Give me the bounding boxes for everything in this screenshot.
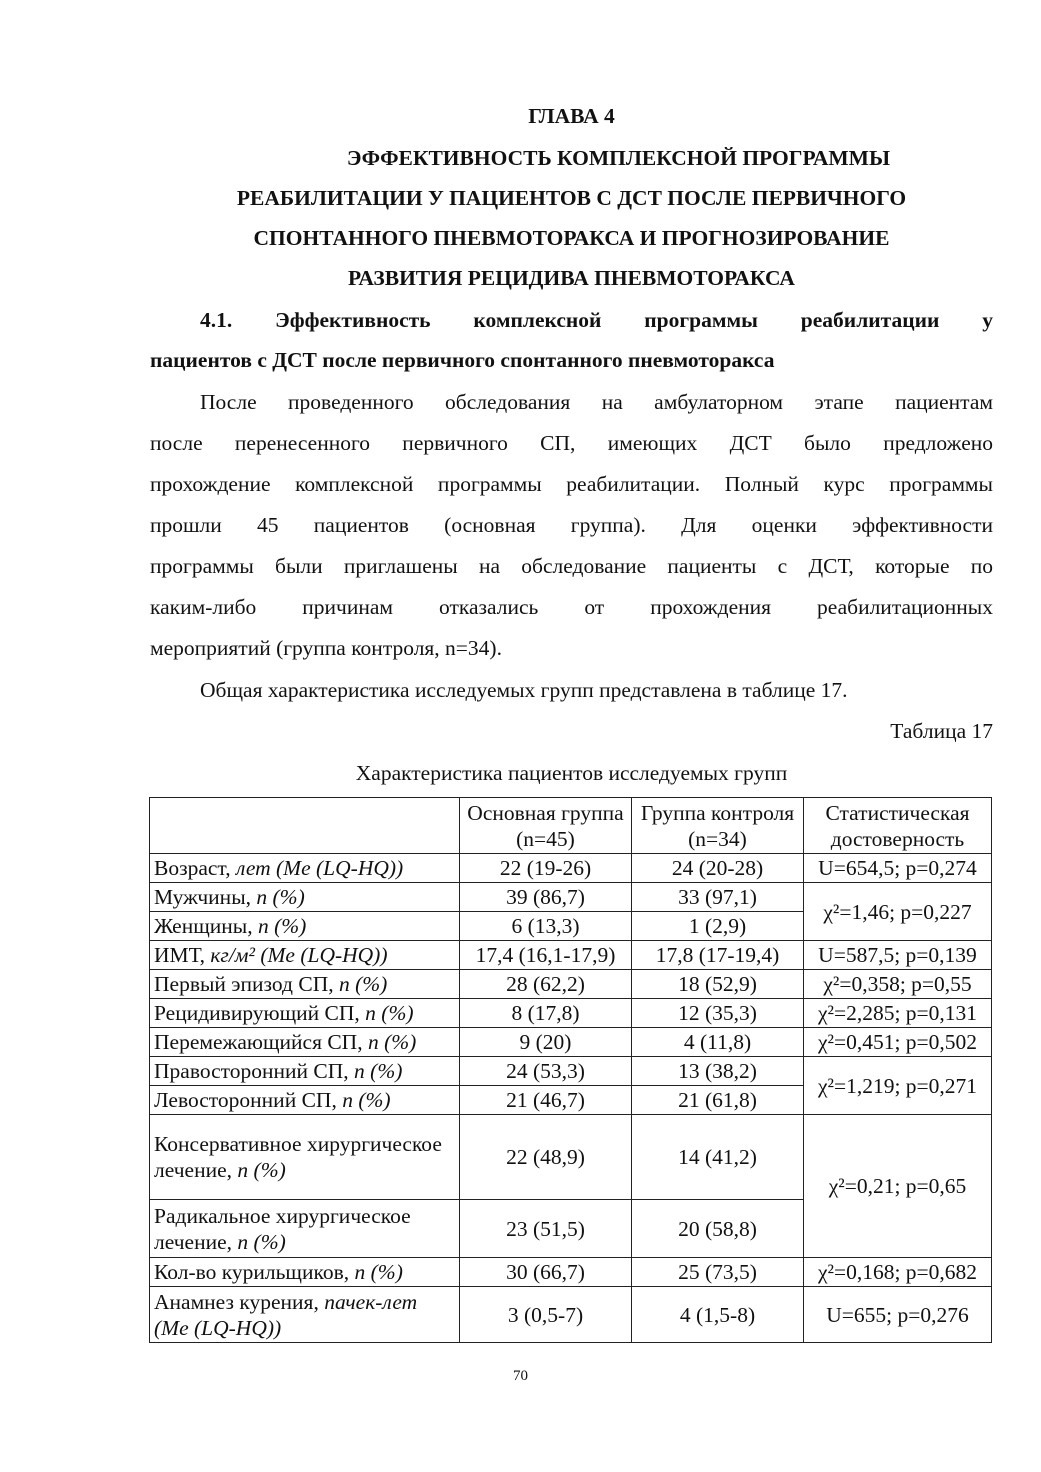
row-label: Анамнез курения, пачек-лет (Me (LQ-HQ)) bbox=[150, 1287, 460, 1343]
main-value: 22 (19-26) bbox=[460, 854, 632, 883]
patient-characteristics-table bbox=[149, 797, 992, 1343]
row-label: Правосторонний СП, n (%) bbox=[150, 1057, 460, 1086]
control-value: 14 (41,2) bbox=[632, 1115, 804, 1200]
subsection-heading-line1: 4.1. Эффективность комплексной программы реабилитации у bbox=[200, 308, 993, 332]
stat-value: χ²=1,219; p=0,271 bbox=[804, 1057, 992, 1115]
paragraph-line: прохождение комплексной программы реабилитации. Полный курс программы bbox=[150, 472, 993, 496]
main-value: 28 (62,2) bbox=[460, 970, 632, 999]
table-number: Таблица 17 bbox=[890, 719, 993, 743]
control-value: 12 (35,3) bbox=[632, 999, 804, 1028]
table-row bbox=[150, 941, 992, 970]
main-value: 6 (13,3) bbox=[460, 912, 632, 941]
row-label: Консервативное хирургическое лечение, n (%) bbox=[150, 1115, 460, 1200]
main-value: 8 (17,8) bbox=[460, 999, 632, 1028]
main-value: 30 (66,7) bbox=[460, 1258, 632, 1287]
header-control-group: Группа контроля (n=34) bbox=[632, 798, 804, 854]
table-row bbox=[150, 854, 992, 883]
table-row bbox=[150, 1115, 992, 1200]
main-value: 17,4 (16,1-17,9) bbox=[460, 941, 632, 970]
table-row bbox=[150, 1057, 992, 1086]
table-row bbox=[150, 999, 992, 1028]
main-value: 24 (53,3) bbox=[460, 1057, 632, 1086]
control-value: 21 (61,8) bbox=[632, 1086, 804, 1115]
stat-value: χ²=0,168; p=0,682 bbox=[804, 1258, 992, 1287]
table-row bbox=[150, 1287, 992, 1343]
stat-value: χ²=0,451; p=0,502 bbox=[804, 1028, 992, 1057]
control-value: 25 (73,5) bbox=[632, 1258, 804, 1287]
paragraph-line: После проведенного обследования на амбулаторном этапе пациентам bbox=[200, 390, 993, 414]
stat-value: U=655; p=0,276 bbox=[804, 1287, 992, 1343]
control-value: 24 (20-28) bbox=[632, 854, 804, 883]
row-label: ИМТ, кг/м² (Me (LQ-HQ)) bbox=[150, 941, 460, 970]
header-main-group: Основная группа (n=45) bbox=[460, 798, 632, 854]
control-value: 4 (1,5-8) bbox=[632, 1287, 804, 1343]
row-label: Возраст, лет (Me (LQ-HQ)) bbox=[150, 854, 460, 883]
header-significance: Статистическая достоверность bbox=[804, 798, 992, 854]
table-row bbox=[150, 883, 992, 912]
table-header-row bbox=[150, 798, 992, 854]
title-line: РАЗВИТИЯ РЕЦИДИВА ПНЕВМОТОРАКСА bbox=[348, 266, 795, 290]
title-line: ЭФФЕКТИВНОСТЬ КОМПЛЕКСНОЙ ПРОГРАММЫ bbox=[346, 146, 891, 170]
table-reference-paragraph: Общая характеристика исследуемых групп представлена в таблице 17. bbox=[200, 678, 848, 702]
main-value: 22 (48,9) bbox=[460, 1115, 632, 1200]
header-empty bbox=[150, 798, 460, 854]
paragraph-line: после перенесенного первичного СП, имеющих ДСТ было предложено bbox=[150, 431, 993, 455]
row-label: Левосторонний СП, n (%) bbox=[150, 1086, 460, 1115]
control-value: 4 (11,8) bbox=[632, 1028, 804, 1057]
paragraph-line: программы были приглашены на обследование пациенты с ДСТ, которые по bbox=[150, 554, 993, 578]
title-line: РЕАБИЛИТАЦИИ У ПАЦИЕНТОВ С ДСТ ПОСЛЕ ПЕРВИЧНОГО bbox=[236, 186, 907, 210]
stat-value: U=654,5; p=0,274 bbox=[804, 854, 992, 883]
main-value: 39 (86,7) bbox=[460, 883, 632, 912]
body-paragraph bbox=[150, 382, 993, 669]
stat-value: U=587,5; p=0,139 bbox=[804, 941, 992, 970]
stat-value: χ²=2,285; p=0,131 bbox=[804, 999, 992, 1028]
table-row bbox=[150, 970, 992, 999]
control-value: 33 (97,1) bbox=[632, 883, 804, 912]
title-line: СПОНТАННОГО ПНЕВМОТОРАКСА И ПРОГНОЗИРОВАНИЕ bbox=[253, 226, 890, 250]
row-label: Кол-во курильщиков, n (%) bbox=[150, 1258, 460, 1287]
main-value: 9 (20) bbox=[460, 1028, 632, 1057]
chapter-heading: ГЛАВА 4 bbox=[528, 104, 615, 128]
stat-value: χ²=0,21; p=0,65 bbox=[804, 1115, 992, 1258]
table-caption: Характеристика пациентов исследуемых групп bbox=[355, 761, 788, 785]
row-label: Женщины, n (%) bbox=[150, 912, 460, 941]
paragraph-line: мероприятий (группа контроля, n=34). bbox=[150, 636, 502, 660]
row-label: Мужчины, n (%) bbox=[150, 883, 460, 912]
control-value: 1 (2,9) bbox=[632, 912, 804, 941]
main-value: 21 (46,7) bbox=[460, 1086, 632, 1115]
stat-value: χ²=1,46; p=0,227 bbox=[804, 883, 992, 941]
paragraph-line: каким-либо причинам отказались от прохождения реабилитационных bbox=[150, 595, 993, 619]
paragraph-line: прошли 45 пациентов (основная группа). Для оценки эффективности bbox=[150, 513, 993, 537]
row-label: Рецидивирующий СП, n (%) bbox=[150, 999, 460, 1028]
table-row bbox=[150, 1028, 992, 1057]
row-label: Радикальное хирургическое лечение, n (%) bbox=[150, 1200, 460, 1258]
main-value: 3 (0,5-7) bbox=[460, 1287, 632, 1343]
row-label: Первый эпизод СП, n (%) bbox=[150, 970, 460, 999]
main-value: 23 (51,5) bbox=[460, 1200, 632, 1258]
table-row bbox=[150, 1258, 992, 1287]
control-value: 13 (38,2) bbox=[632, 1057, 804, 1086]
stat-value: χ²=0,358; p=0,55 bbox=[804, 970, 992, 999]
chapter-title bbox=[150, 138, 993, 298]
page-number: 70 bbox=[513, 1368, 528, 1384]
control-value: 17,8 (17-19,4) bbox=[632, 941, 804, 970]
subsection-heading-line2: пациентов с ДСТ после первичного спонтанного пневмоторакса bbox=[150, 348, 775, 372]
control-value: 18 (52,9) bbox=[632, 970, 804, 999]
control-value: 20 (58,8) bbox=[632, 1200, 804, 1258]
row-label: Перемежающийся СП, n (%) bbox=[150, 1028, 460, 1057]
